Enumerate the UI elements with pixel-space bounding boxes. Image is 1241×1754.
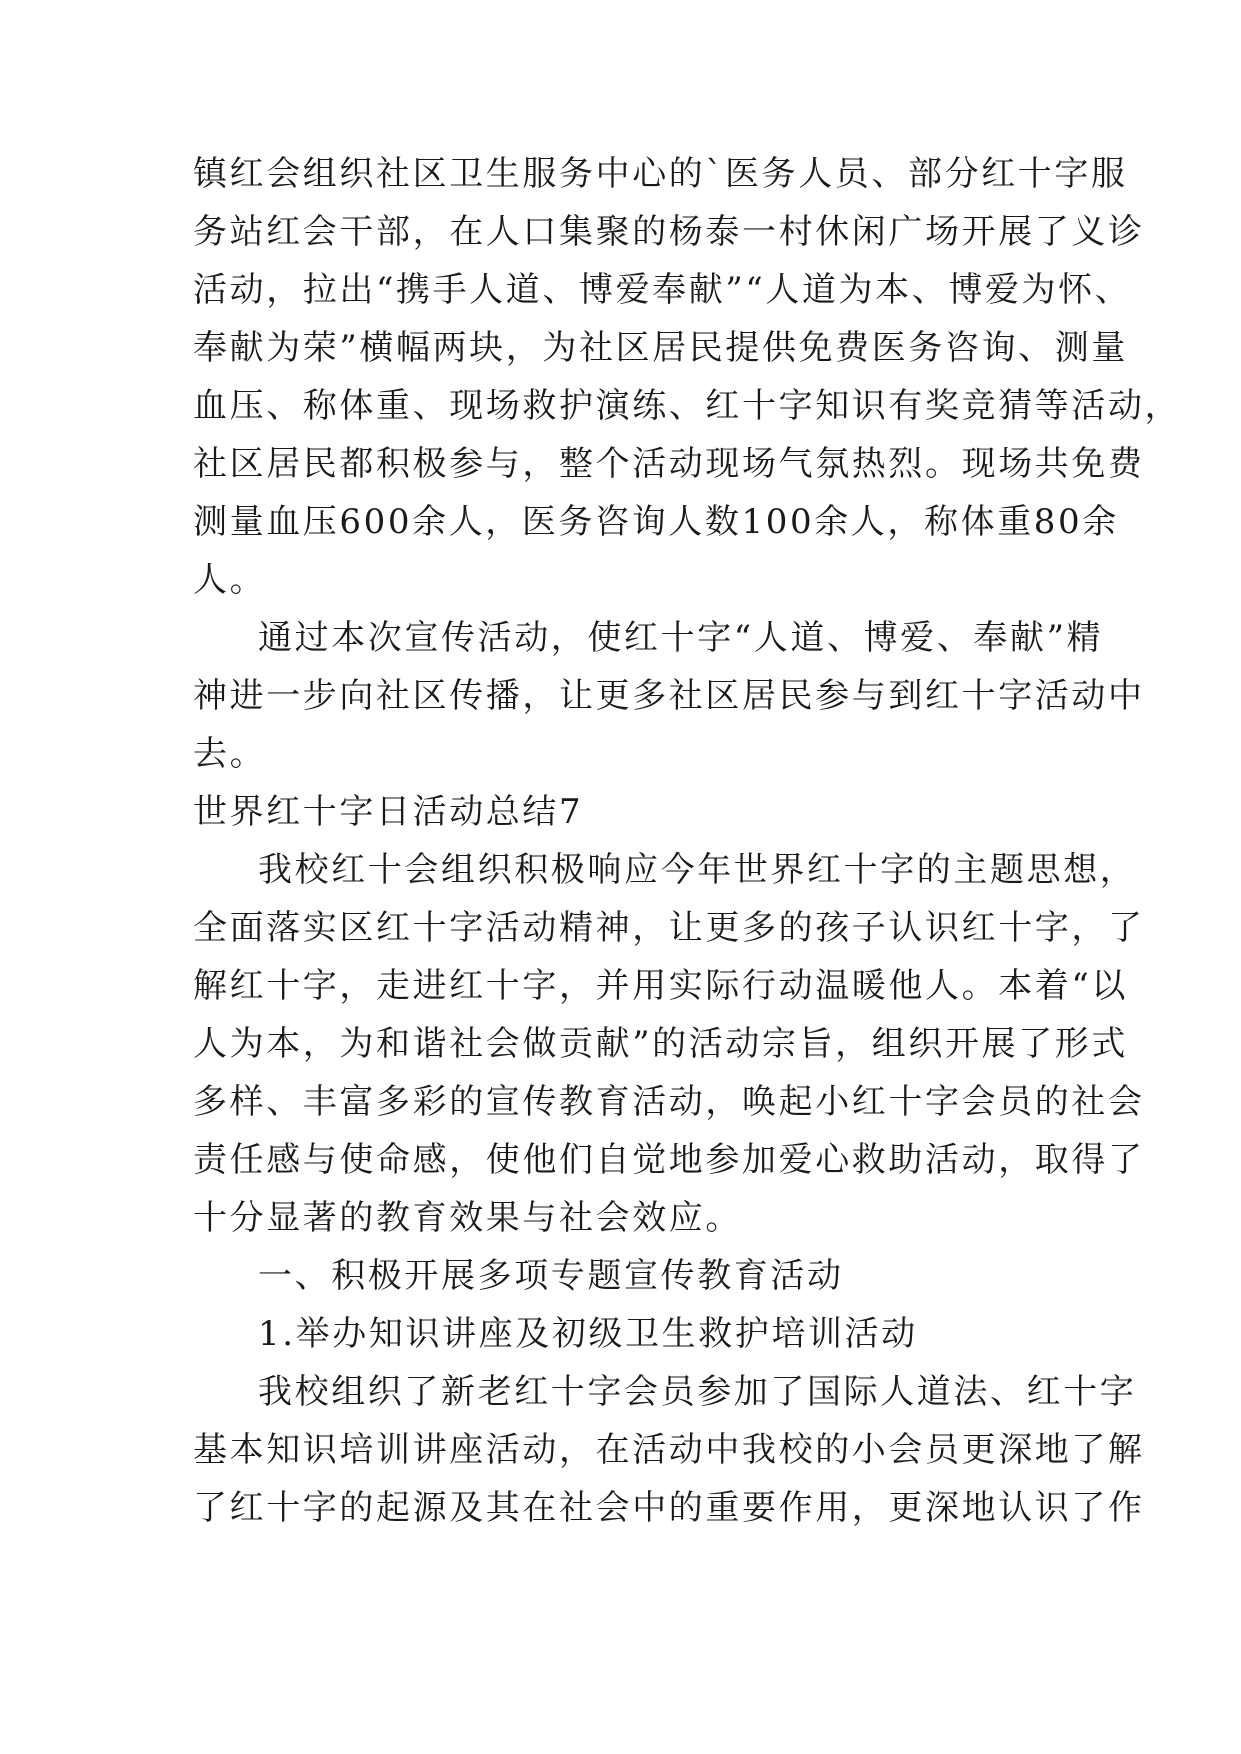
item-heading: 1.举办知识讲座及初级卫生救护培训活动: [258, 1314, 918, 1354]
body-text-line: 责任感与使命感，使他们自觉地参加爱心救助活动，取得了: [193, 1140, 1145, 1180]
body-text-line: 人。: [193, 560, 267, 600]
paragraph-first-line: 我校红十会组织积极响应今年世界红十字的主题思想，: [258, 850, 1137, 890]
body-text-line: 测量血压600余人，医务咨询人数100余人，称体重80余: [193, 502, 1119, 542]
subsection-heading: 一、积极开展多项专题宣传教育活动: [258, 1256, 844, 1296]
body-text-line: 人为本，为和谐社会做贡献”的活动宗旨，组织开展了形式: [193, 1024, 1128, 1064]
body-text-line: 了红十字的起源及其在社会中的重要作用，更深地认识了作: [193, 1488, 1145, 1528]
body-text-line: 镇红会组织社区卫生服务中心的`医务人员、部分红十字服: [193, 154, 1128, 194]
body-text-line: 多样、丰富多彩的宣传教育活动，唤起小红十字会员的社会: [193, 1082, 1145, 1122]
body-text-line: 奉献为荣”横幅两块，为社区居民提供免费医务咨询、测量: [193, 328, 1128, 368]
body-text-line: 去。: [193, 734, 267, 774]
body-text-line: 务站红会干部，在人口集聚的杨泰一村休闲广场开展了义诊: [193, 212, 1145, 252]
body-text-line: 十分显著的教育效果与社会效应。: [193, 1198, 742, 1238]
body-text-line: 活动，拉出“携手人道、博爱奉献”“人道为本、博爱为怀、: [193, 270, 1132, 310]
body-text-line: 血压、称体重、现场救护演练、红十字知识有奖竞猜等活动，: [193, 386, 1182, 426]
body-text-line: 神进一步向社区传播，让更多社区居民参与到红十字活动中: [193, 676, 1145, 716]
body-text-line: 基本知识培训讲座活动，在活动中我校的小会员更深地了解: [193, 1430, 1145, 1470]
body-text-line: 全面落实区红十字活动精神，让更多的孩子认识红十字，了: [193, 908, 1145, 948]
paragraph-first-line: 通过本次宣传活动，使红十字“人道、博爱、奉献”精: [258, 618, 1104, 658]
body-text-line: 社区居民都积极参与，整个活动现场气氛热烈。现场共免费: [193, 444, 1145, 484]
section-heading: 世界红十字日活动总结7: [193, 792, 584, 832]
body-text-line: 解红十字，走进红十字，并用实际行动温暖他人。本着“以: [193, 966, 1128, 1006]
paragraph-first-line: 我校组织了新老红十字会员参加了国际人道法、红十字: [258, 1372, 1137, 1412]
